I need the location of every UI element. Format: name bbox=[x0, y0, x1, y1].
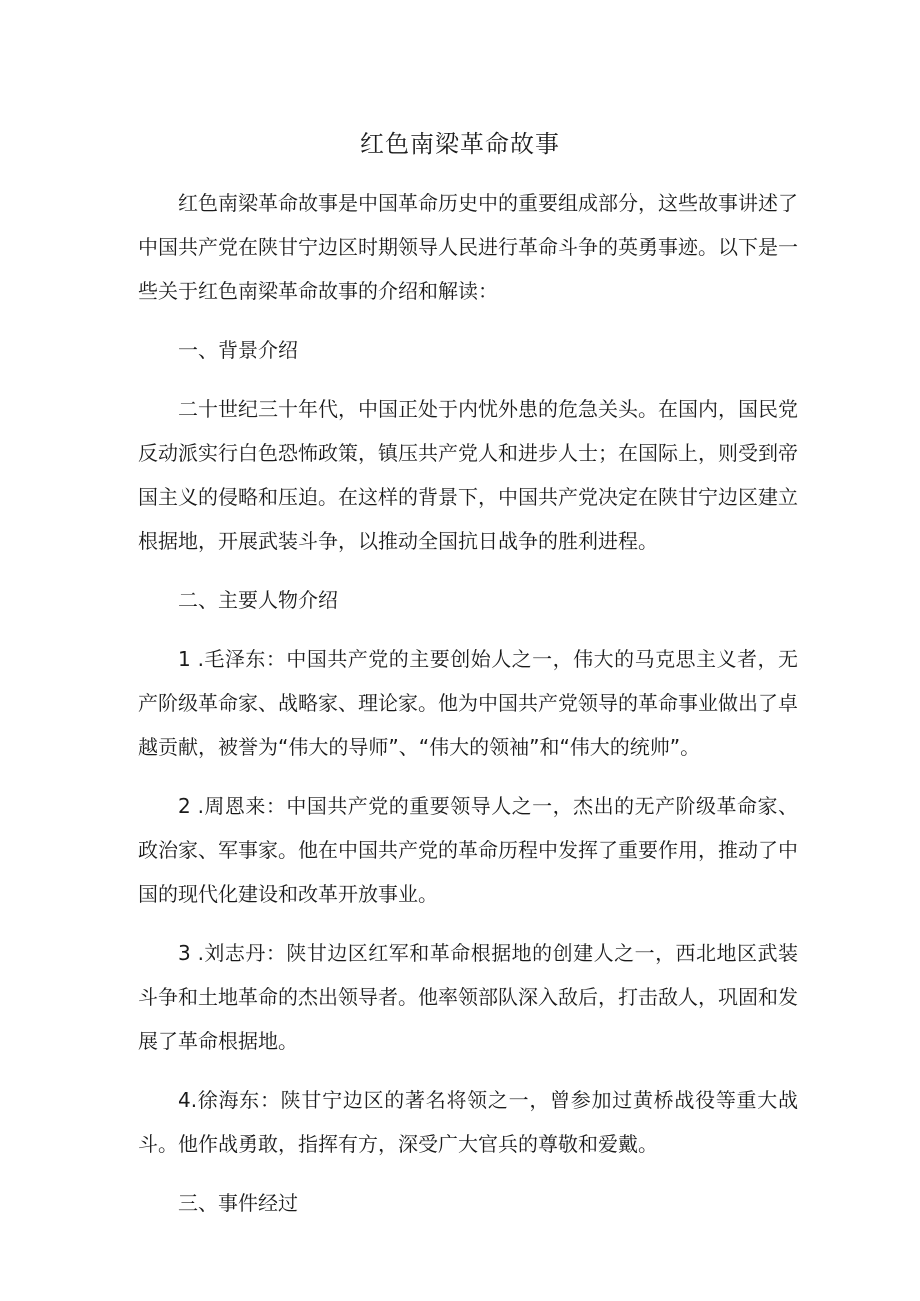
document-title: 红色南梁革命故事 bbox=[360, 130, 560, 158]
background-paragraph: 二十世纪三十年代，中国正处于内忧外患的危急关头。在国内，国民党反动派实行白色恐怖政策，镇压共产党人和进步人士；在国际上，则受到帝国主义的侵略和压迫。在这样的背景下，中国共产党决定在陕甘宁边区建立根据地，开展武装斗争，以推动全国抗日战争的胜利进程。 bbox=[138, 397, 798, 553]
person-paragraph-liu: 3 .刘志丹：陕甘边区红军和革命根据地的创建人之一，西北地区武装斗争和土地革命的杰出领导者。他率领部队深入敌后，打击敌人，巩固和发展了革命根据地。 bbox=[138, 941, 798, 1053]
section-heading-people: 二、主要人物介绍 bbox=[178, 588, 338, 612]
section-heading-events: 三、事件经过 bbox=[178, 1191, 298, 1215]
document-body bbox=[138, 181, 798, 1240]
intro-paragraph: 红色南梁革命故事是中国革命历史中的重要组成部分，这些故事讲述了中国共产党在陕甘宁边区时期领导人民进行革命斗争的英勇事迹。以下是一些关于红色南梁革命故事的介绍和解读： bbox=[138, 191, 798, 303]
section-heading-background: 一、背景介绍 bbox=[178, 338, 298, 362]
person-paragraph-zhou: 2 .周恩来：中国共产党的重要领导人之一，杰出的无产阶级革命家、政治家、军事家。他在中国共产党的革命历程中发挥了重要作用，推动了中国的现代化建设和改革开放事业。 bbox=[138, 794, 798, 906]
person-paragraph-xu: 4.徐海东：陕甘宁边区的著名将领之一，曾参加过黄桥战役等重大战斗。他作战勇敢，指挥有方，深受广大官兵的尊敬和爱戴。 bbox=[138, 1088, 798, 1156]
person-paragraph-mao: 1 .毛泽东：中国共产党的主要创始人之一，伟大的马克思主义者，无产阶级革命家、战略家、理论家。他为中国共产党领导的革命事业做出了卓越贡献，被誉为“伟大的导师”、“伟大的领袖”和“伟大的统帅”。 bbox=[138, 647, 798, 759]
